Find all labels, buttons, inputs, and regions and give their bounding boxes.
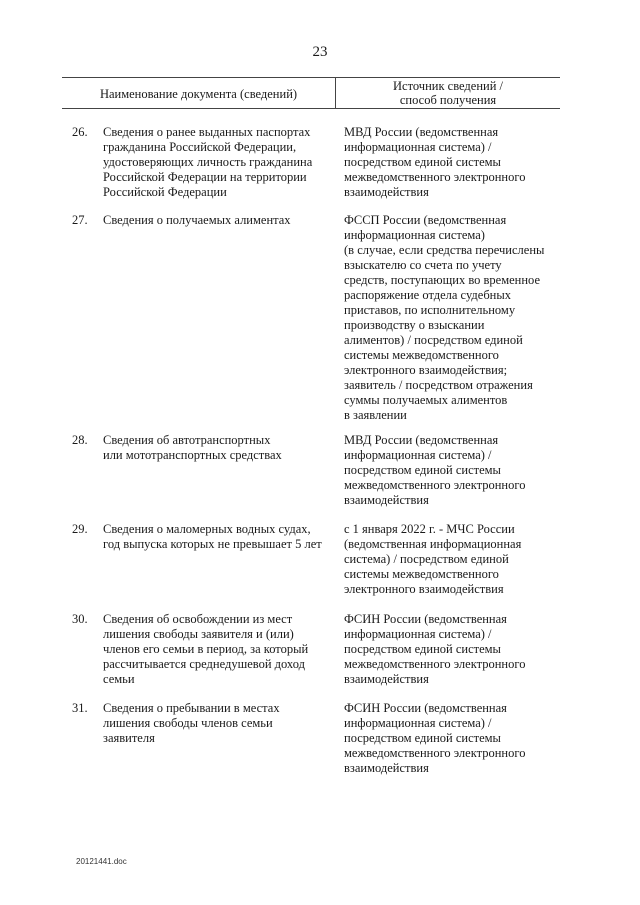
information-source-line: система) / посредством единой xyxy=(344,552,509,566)
page-number: 23 xyxy=(312,44,328,60)
information-source-line: информационная система) xyxy=(344,228,485,242)
document-name xyxy=(103,125,335,200)
information-source xyxy=(344,433,564,508)
information-source-line: ФСИН России (ведомственная xyxy=(344,612,507,626)
information-source-line: электронного взаимодействия; xyxy=(344,363,508,377)
column-header-source-line: способ получения xyxy=(399,93,497,107)
document-name-line: Сведения о пребывании в местах xyxy=(103,701,280,715)
column-header-source-line: Источник сведений / xyxy=(393,79,503,93)
document-name-line: или мототранспортных средствах xyxy=(103,448,282,462)
row-number: 29. xyxy=(72,522,88,536)
information-source-line: взаимодействия xyxy=(344,672,429,686)
information-source-line: информационная система) / xyxy=(344,627,492,641)
information-source-line: МВД России (ведомственная xyxy=(344,433,499,447)
information-source xyxy=(344,701,564,776)
information-source-line: суммы получаемых алиментов xyxy=(344,393,508,407)
information-source xyxy=(344,522,564,597)
information-source-line: информационная система) / xyxy=(344,448,492,462)
information-source-line: с 1 января 2022 г. - МЧС России xyxy=(344,522,515,536)
information-source-line: взаимодействия xyxy=(344,761,429,775)
document-name xyxy=(103,612,335,687)
document-name-line: удостоверяющих личность гражданина xyxy=(103,155,313,169)
row-number: 27. xyxy=(72,213,88,227)
document-name xyxy=(103,433,335,463)
document-name-line: Сведения о получаемых алиментах xyxy=(103,213,291,227)
information-source-line: посредством единой системы xyxy=(344,731,501,745)
column-header-source xyxy=(336,79,560,107)
information-source-line: межведомственного электронного xyxy=(344,746,526,760)
information-source-line: распоряжение отдела судебных xyxy=(344,288,512,302)
document-name-line: членов его семьи в период, за который xyxy=(103,642,309,656)
document-name-line: семьи xyxy=(103,672,135,686)
information-source-line: заявитель / посредством отражения xyxy=(344,378,533,392)
document-name-line: Сведения об освобождении из мест xyxy=(103,612,293,626)
information-source-line: системы межведомственного xyxy=(344,567,499,581)
table-header-rule-bottom xyxy=(62,108,560,109)
row-number: 30. xyxy=(72,612,88,626)
information-source-line: посредством единой системы xyxy=(344,463,501,477)
file-name-footer: 20121441.doc xyxy=(76,857,127,866)
table-header-rule-top xyxy=(62,77,560,78)
row-number: 26. xyxy=(72,125,88,139)
information-source-line: (в случае, если средства перечислены xyxy=(344,243,545,257)
document-name-line: лишения свободы заявителя и (или) xyxy=(103,627,294,641)
column-header-name: Наименование документа (сведений) xyxy=(99,87,298,101)
information-source xyxy=(344,612,564,687)
document-name-line: Сведения о ранее выданных паспортах xyxy=(103,125,311,139)
information-source-line: взаимодействия xyxy=(344,185,429,199)
document-name-line: Сведения о маломерных водных судах, xyxy=(103,522,311,536)
information-source-line: ФССП России (ведомственная xyxy=(344,213,507,227)
information-source-line: ФСИН России (ведомственная xyxy=(344,701,507,715)
document-name-line: гражданина Российской Федерации, xyxy=(103,140,297,154)
information-source-line: приставов, по исполнительному xyxy=(344,303,516,317)
information-source xyxy=(344,125,564,200)
document-name-line: год выпуска которых не превышает 5 лет xyxy=(103,537,322,551)
document-name-line: заявителя xyxy=(103,731,155,745)
information-source-line: электронного взаимодействия xyxy=(344,582,504,596)
document-name-line: Российской Федерации на территории xyxy=(103,170,307,184)
document-name-line: рассчитывается среднедушевой доход xyxy=(103,657,305,671)
information-source-line: средств, поступающих во временное xyxy=(344,273,540,287)
information-source-line: (ведомственная информационная xyxy=(344,537,522,551)
information-source-line: посредством единой системы xyxy=(344,155,501,169)
information-source-line: межведомственного электронного xyxy=(344,478,526,492)
information-source-line: МВД России (ведомственная xyxy=(344,125,499,139)
information-source-line: в заявлении xyxy=(344,408,407,422)
information-source-line: межведомственного электронного xyxy=(344,657,526,671)
document-name xyxy=(103,522,335,552)
document-name xyxy=(103,701,335,746)
information-source-line: информационная система) / xyxy=(344,716,492,730)
row-number: 28. xyxy=(72,433,88,447)
information-source-line: производству о взыскании xyxy=(344,318,485,332)
document-name-line: Российской Федерации xyxy=(103,185,227,199)
information-source-line: посредством единой системы xyxy=(344,642,501,656)
row-number: 31. xyxy=(72,701,88,715)
document-name xyxy=(103,213,335,228)
document-name-line: Сведения об автотранспортных xyxy=(103,433,271,447)
information-source xyxy=(344,213,564,423)
information-source-line: взыскателю со счета по учету xyxy=(344,258,502,272)
information-source-line: взаимодействия xyxy=(344,493,429,507)
information-source-line: межведомственного электронного xyxy=(344,170,526,184)
information-source-line: алиментов) / посредством единой xyxy=(344,333,523,347)
information-source-line: системы межведомственного xyxy=(344,348,499,362)
information-source-line: информационная система) / xyxy=(344,140,492,154)
document-name-line: лишения свободы членов семьи xyxy=(103,716,273,730)
